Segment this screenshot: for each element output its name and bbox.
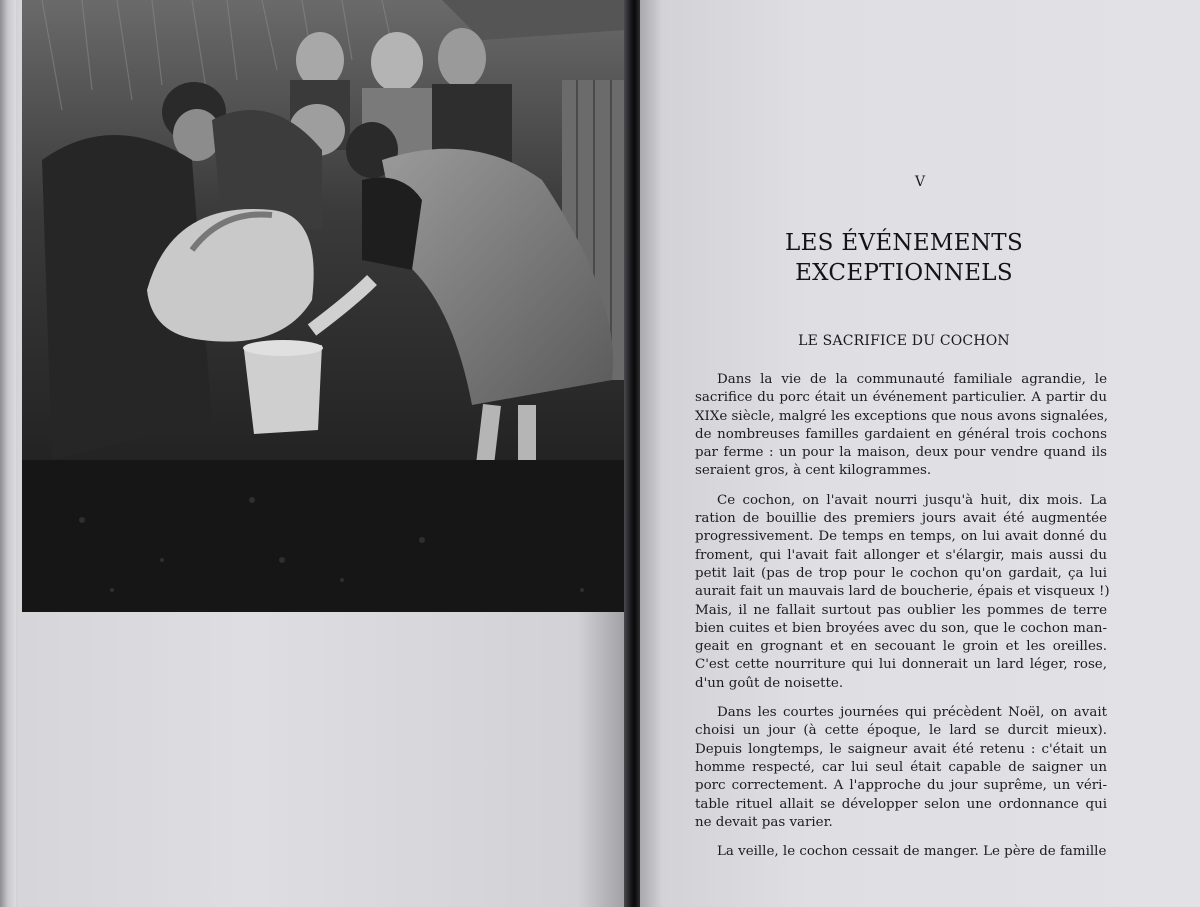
text-line: froment, qui l'avait fait allonger et s'élargir, mais aussi du: [695, 547, 1107, 563]
chapter-number: V: [914, 174, 926, 190]
pig-slaughter-photo: [22, 0, 625, 612]
text-line: Mais, il ne fallait surtout pas oublier les pommes de terre: [695, 602, 1107, 618]
text-line: par ferme : un pour la maison, deux pour vendre quand ils: [695, 445, 1107, 461]
text-line: La veille, le cochon cessait de manger. Le père de famille: [717, 844, 1107, 860]
text-line: de nombreuses familles gardaient en général trois cochons: [695, 426, 1107, 442]
text-line: choisi un jour (à cette époque, le lard se durcit mieux).: [695, 723, 1107, 739]
paragraph: [695, 704, 1107, 832]
text-line: seraient gros, à cent kilogrammes.: [695, 463, 932, 479]
text-line: Dans la vie de la communauté familiale agrandie, le: [717, 372, 1107, 387]
text-line: petit lait (pas de trop pour le cochon qu'on gardait, ça lui: [695, 565, 1107, 581]
text-line: ration de bouillie des premiers jours avait été augmentée: [695, 511, 1107, 527]
text-line: Ce cochon, on l'avait nourri jusqu'à huit, dix mois. La: [717, 492, 1107, 508]
text-line: progressivement. De temps en temps, on lui avait donné du: [695, 529, 1107, 545]
text-line: Dans les courtes journées qui précèdent Noël, on avait: [717, 705, 1107, 721]
body-text: [695, 371, 1110, 872]
text-line: d'un goût de noisette.: [695, 675, 844, 691]
text-line: sacrifice du porc était un événement particulier. A partir du: [695, 390, 1107, 406]
chapter-title: [640, 228, 1168, 288]
text-line: porc correctement. A l'approche du jour suprême, un véri-: [695, 778, 1107, 794]
text-line: ne devait pas varier.: [695, 814, 833, 830]
text-line: aurait fait un mauvais lard de boucherie, épais et visqueux !): [695, 584, 1110, 600]
text-line: homme respecté, car lui seul était capable de saigner un: [695, 759, 1107, 775]
paragraph: [695, 371, 1107, 481]
text-line: Depuis longtemps, le saigneur avait été retenu : c'était un: [695, 741, 1107, 757]
text-line: geait en grognant et en secouant le groin et les oreilles.: [695, 639, 1107, 655]
section-title: LE SACRIFICE DU COCHON: [798, 333, 1010, 349]
text-line: XIXe siècle, malgré les exceptions que nous avons signalées,: [695, 408, 1109, 424]
chapter-title-line-2: EXCEPTIONNELS: [795, 260, 1013, 286]
text-line: table rituel allait se développer selon une ordonnance qui: [695, 796, 1107, 812]
chapter-title-line-1: LES ÉVÉNEMENTS: [785, 230, 1023, 256]
paragraph: [695, 843, 1107, 861]
paragraph: [695, 492, 1110, 693]
text-line: bien cuites et bien broyées avec du son, que le cochon man-: [695, 620, 1107, 636]
text-line: C'est cette nourriture qui lui donnerait un lard léger, rose,: [695, 657, 1107, 673]
left-page-edge: [0, 0, 16, 907]
